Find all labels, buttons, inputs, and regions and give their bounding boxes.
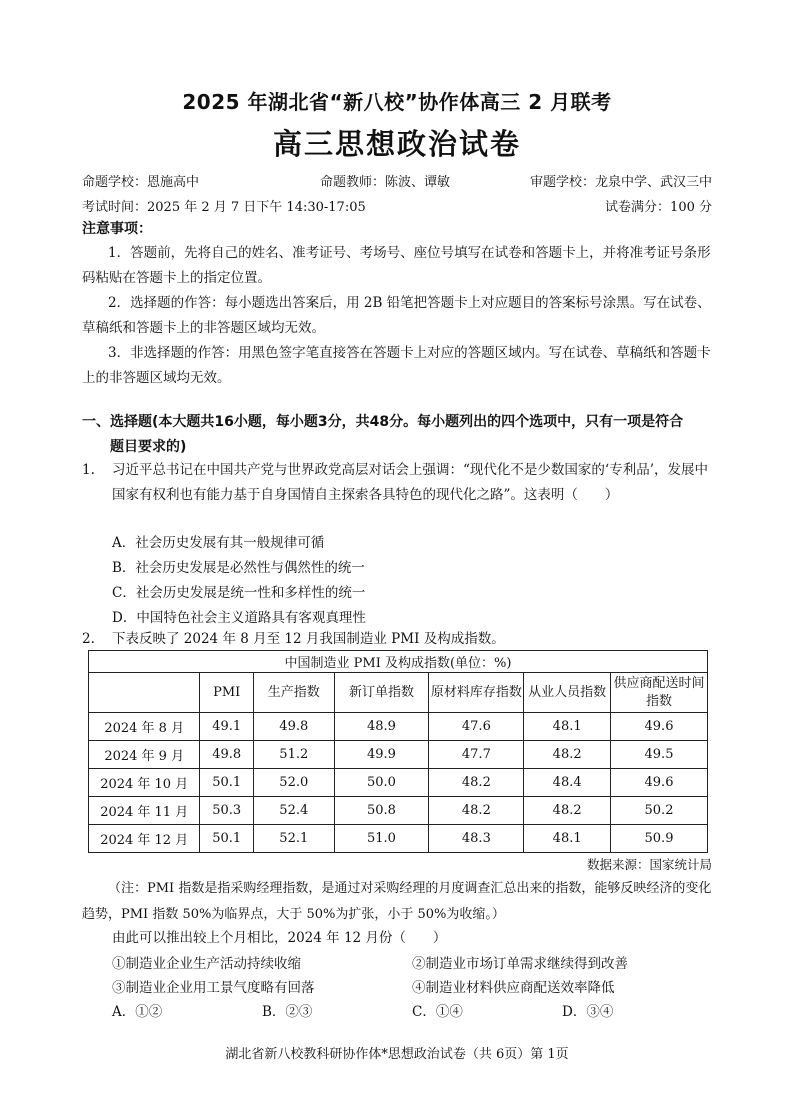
table-header-cell: 原材料库存指数	[429, 673, 524, 713]
meta-school: 命题学校：恩施高中	[82, 175, 200, 190]
table-row	[89, 797, 708, 825]
question-1-option-b: B．社会历史发展是必然性与偶然性的统一	[112, 560, 365, 576]
table-header-cell: PMI	[200, 673, 254, 713]
meta-row-2	[82, 196, 712, 216]
table-cell: 50.9	[610, 825, 707, 853]
table-cell: 50.8	[334, 797, 429, 825]
table-cell: 49.9	[334, 741, 429, 769]
table-cell: 49.5	[610, 741, 707, 769]
table-row	[89, 825, 708, 853]
table-cell: 2024 年 11 月	[89, 797, 200, 825]
table-source: 数据来源：国家统计局	[586, 857, 712, 872]
meta-score: 试卷满分：100 分	[605, 200, 712, 215]
table-row	[89, 769, 708, 797]
question-1-number: 1.	[82, 462, 95, 478]
question-1-option-c: C．社会历史发展是统一性和多样性的统一	[112, 585, 366, 601]
section-heading-line2: 题目要求的)	[110, 439, 187, 455]
meta-review-school: 审题学校：龙泉中学、武汉三中	[529, 175, 712, 190]
statement-2: ②制造业市场订单需求继续得到改善	[412, 956, 628, 972]
table-cell: 48.3	[429, 825, 524, 853]
table-cell: 2024 年 9 月	[89, 741, 200, 769]
table-cell: 48.2	[524, 741, 611, 769]
question-2-stem: 下表反映了 2024 年 8 月至 12 月我国制造业 PMI 及构成指数。	[112, 631, 505, 647]
question-1-option-a: A．社会历史发展有其一般规律可循	[112, 535, 325, 551]
notice-item-3: 3．非选择题的作答：用黑色签字笔直接答在答题卡上对应的答题区域内。写在试卷、草稿纸和答题卡上的非答题区域均无效。	[82, 345, 711, 386]
exam-title: 2025 年湖北省“新八校”协作体高三 2 月联考	[182, 90, 612, 114]
choice-a: A．①②	[112, 1004, 163, 1020]
table-cell: 48.2	[429, 797, 524, 825]
table-cell: 50.1	[200, 825, 254, 853]
statement-1: ①制造业企业生产活动持续收缩	[112, 956, 301, 972]
table-cell: 47.7	[429, 741, 524, 769]
choice-b: B．②③	[262, 1004, 313, 1020]
choice-c: C．①④	[412, 1004, 463, 1020]
table-cell: 48.4	[524, 769, 611, 797]
table-header-cell: 新订单指数	[334, 673, 429, 713]
table-cell: 50.3	[200, 797, 254, 825]
question-2-question: 由此可以推出较上个月相比，2024 年 12 月份（ ）	[112, 930, 447, 946]
table-cell: 48.1	[524, 825, 611, 853]
notice-item-2: 2．选择题的作答：每小题选出答案后，用 2B 铅笔把答题卡上对应题目的答案标号涂黑。写在试卷、草稿纸和答题卡上的非答题区域均无效。	[82, 295, 711, 336]
table-cell: 51.0	[334, 825, 429, 853]
table-header-row	[89, 673, 708, 713]
table-cell: 49.8	[200, 741, 254, 769]
table-cell: 47.6	[429, 713, 524, 741]
notice-heading: 注意事项：	[82, 221, 152, 237]
table-header-cell: 生产指数	[254, 673, 334, 713]
meta-teacher: 命题教师：陈波、谭敏	[320, 175, 451, 190]
table-cell: 52.0	[254, 769, 334, 797]
section-heading	[82, 410, 712, 460]
table-cell: 48.2	[429, 769, 524, 797]
table-cell: 52.4	[254, 797, 334, 825]
table-cell: 49.1	[200, 713, 254, 741]
table-cell: 2024 年 10 月	[89, 769, 200, 797]
pmi-table	[88, 650, 708, 853]
meta-time: 考试时间：2025 年 2 月 7 日下午 14:30-17:05	[82, 200, 366, 215]
paper-title: 高三思想政治试卷	[272, 127, 521, 161]
statement-4: ④制造业材料供应商配送效率降低	[412, 980, 615, 996]
table-caption: 中国制造业 PMI 及构成指数(单位：%)	[89, 651, 708, 673]
statement-3: ③制造业企业用工景气度略有回落	[112, 980, 315, 996]
table-cell: 50.2	[610, 797, 707, 825]
question-1-option-d: D．中国特色社会主义道路具有客观真理性	[112, 610, 366, 626]
page-footer: 湖北省新八校教科研协作体*思想政治试卷（共 6页）第 1页	[225, 1047, 569, 1062]
table-cell: 48.2	[524, 797, 611, 825]
meta-row-1	[82, 171, 712, 191]
table-cell: 2024 年 8 月	[89, 713, 200, 741]
table-cell: 48.1	[524, 713, 611, 741]
question-2	[82, 627, 712, 652]
table-cell: 48.9	[334, 713, 429, 741]
table-cell: 2024 年 12 月	[89, 825, 200, 853]
choice-d: D．③④	[562, 1004, 614, 1020]
table-cell: 49.6	[610, 769, 707, 797]
table-row	[89, 741, 708, 769]
table-cell: 49.6	[610, 713, 707, 741]
table-row	[89, 713, 708, 741]
table-cell: 50.1	[200, 769, 254, 797]
table-note: （注：PMI 指数是指采购经理指数，是通过对采购经理的月度调查汇总出来的指数，能够反映经济的变化趋势，PMI 指数 50%为临界点，大于 50%为扩张，小于 50%为收缩。）	[82, 881, 712, 922]
table-cell: 51.2	[254, 741, 334, 769]
table-header-cell: 供应商配送时间指数	[610, 673, 707, 713]
table-cell: 49.8	[254, 713, 334, 741]
question-1-stem: 习近平总书记在中国共产党与世界政党高层对话会上强调：“现代化不是少数国家的‘专利品’，发展中国家有权利也有能力基于自身国情自主探索各具特色的现代化之路”。这表明（ ）	[112, 462, 708, 503]
notice-item-1: 1．答题前，先将自己的姓名、准考证号、考场号、座位号填写在试卷和答题卡上，并将准考证号条形码粘贴在答题卡上的指定位置。	[82, 245, 711, 286]
question-1	[82, 458, 712, 503]
table-cell: 50.0	[334, 769, 429, 797]
table-cell: 52.1	[254, 825, 334, 853]
section-heading-line1: 一、选择题(本大题共16小题，每小题3分，共48分。每小题列出的四个选项中，只有一项是符合	[82, 414, 684, 430]
question-2-number: 2.	[82, 631, 95, 647]
table-header-cell: 从业人员指数	[524, 673, 611, 713]
table-header-cell	[89, 673, 200, 713]
